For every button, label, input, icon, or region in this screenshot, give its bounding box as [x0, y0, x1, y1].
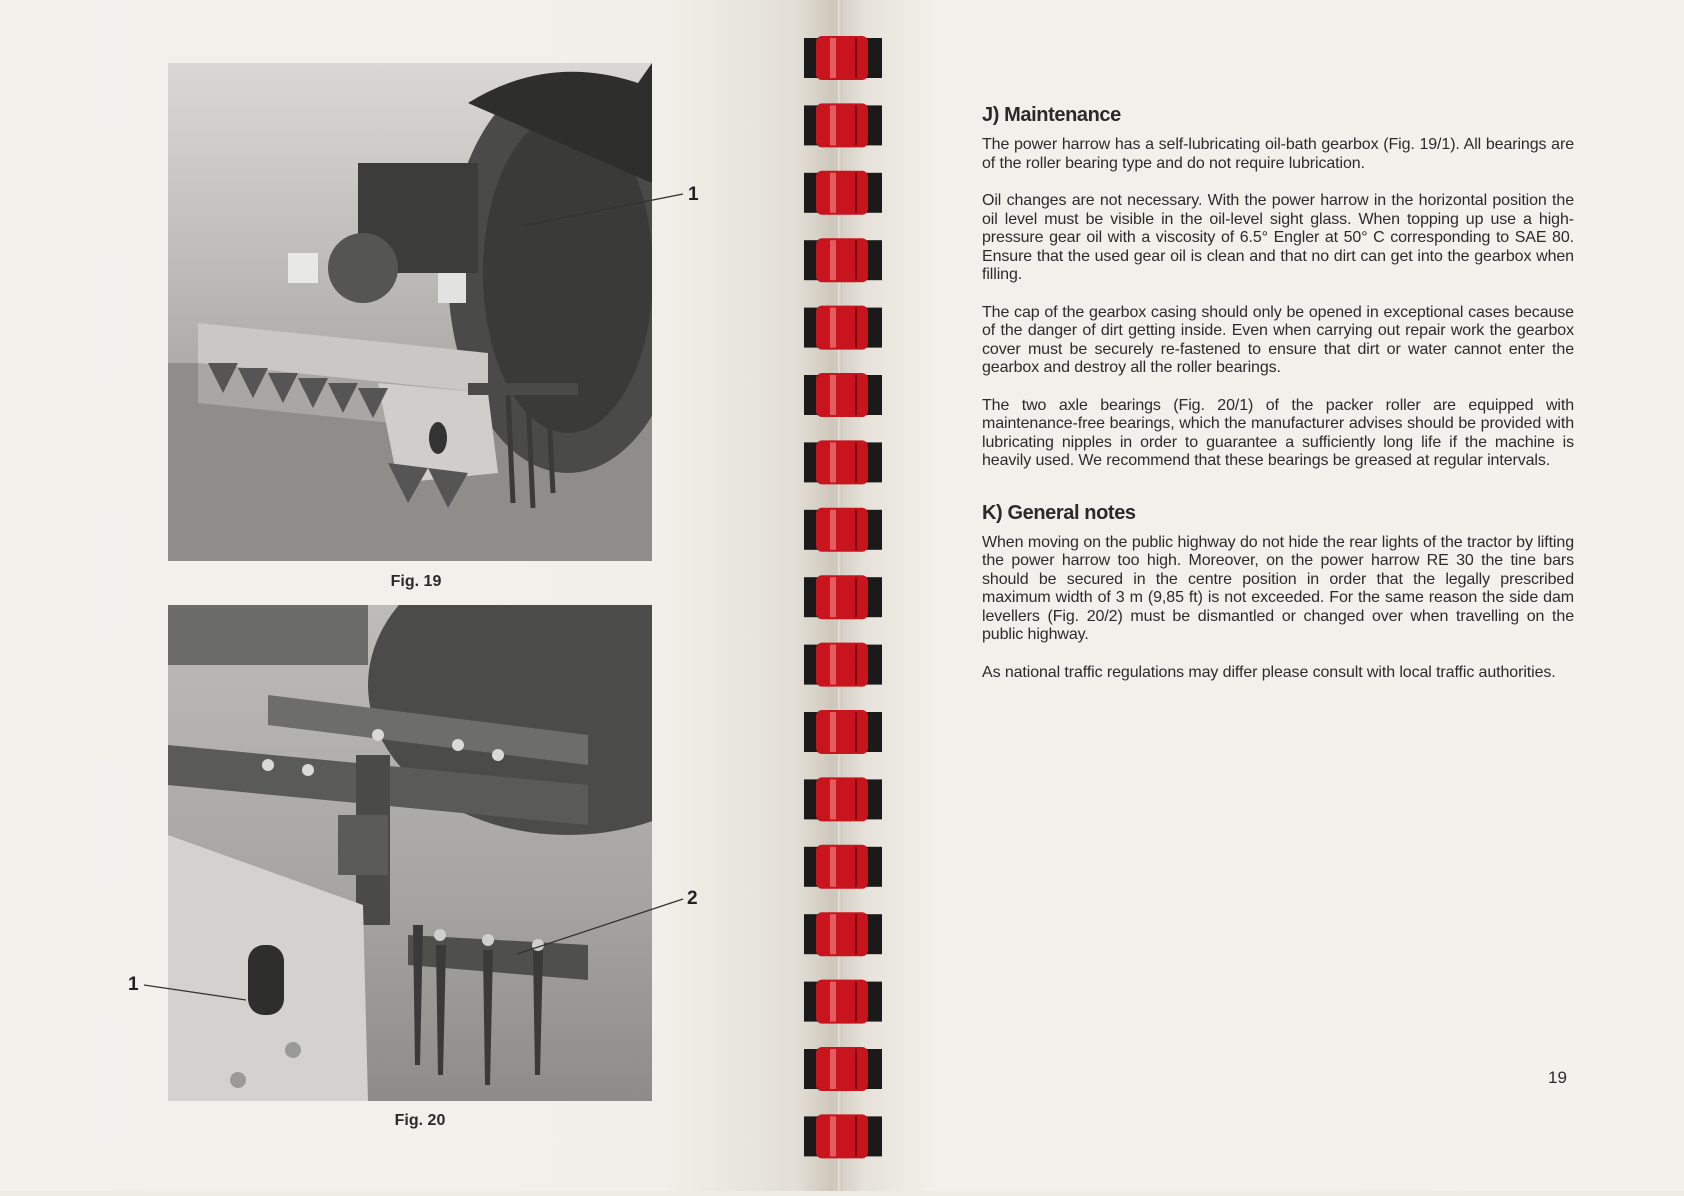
maintenance-paragraph-3: The cap of the gearbox casing should only be opened in exceptional cases because of the danger of dirt getting inside. Even when carrying out repair work the gearbox cover must be securely re-fastened to ensure that dirt or water cannot enter the gearbox and destroy all the roller bearings. — [982, 303, 1574, 376]
binding-ring — [804, 643, 882, 687]
binding-ring — [804, 171, 882, 215]
fig20-callout-2-line — [515, 896, 687, 958]
binding-ring — [804, 508, 882, 552]
page-number: 19 — [1548, 1068, 1567, 1087]
figure-19-photo — [168, 63, 652, 561]
fig20-callout-1-line — [142, 982, 250, 1004]
binding-ring — [804, 912, 882, 956]
binding-ring — [804, 1047, 882, 1091]
binding-ring — [804, 373, 882, 417]
binding-ring — [804, 980, 882, 1024]
fig19-callout-1: 1 — [688, 184, 699, 205]
fig20-callout-1: 1 — [128, 974, 139, 995]
fig19-caption: Fig. 19 — [390, 573, 442, 590]
binding-ring — [804, 440, 882, 484]
binding-ring — [804, 575, 882, 619]
binding-ring — [804, 306, 882, 350]
fig20-callout-2: 2 — [687, 888, 698, 909]
binding-ring — [804, 238, 882, 282]
fig19-callout-line — [520, 190, 690, 230]
binding-ring — [804, 710, 882, 754]
binding-ring — [804, 845, 882, 889]
binding-ring — [804, 103, 882, 147]
binding-ring — [804, 36, 882, 80]
binding-ring — [804, 1114, 882, 1158]
binding-ring — [804, 777, 882, 821]
general-notes-paragraph-2: As national traffic regulations may differ please consult with local traffic authorities. — [982, 663, 1556, 681]
maintenance-paragraph-1: The power harrow has a self-lubricating oil-bath gearbox (Fig. 19/1). All bearings are of the roller bearing type and do not require lubrication. — [982, 136, 1574, 172]
general-notes-paragraph-1: When moving on the public highway do not hide the rear lights of the tractor by lifting the power harrow too high. Moreover, on the power harrow RE 30 the tine bars should be secured in the centre position in order that the legally prescribed maximum width of 3 m (9,85 ft) is not exceeded. For the same reason the side dam levellers (Fig. 20/2) must be dismantled or changed over when travelling on the public highway. — [982, 533, 1574, 643]
harrow-tractor-photo-icon — [168, 63, 652, 561]
maintenance-paragraph-2: Oil changes are not necessary. With the power harrow in the horizontal position the oil level must be visible in the oil-level sight glass. When topping up use a high-pressure gear oil with a viscosity of 6.5° Engler at 50° C corresponding to SAE 80. Ensure that the used gear oil is clean and that no dirt can get into the gearbox when filling. — [982, 192, 1574, 283]
figure-20-photo — [168, 605, 652, 1101]
tine-bar-closeup-photo-icon — [168, 605, 652, 1101]
spiral-binding — [800, 0, 890, 1191]
binding-rings — [800, 0, 890, 1191]
right-page-content — [982, 104, 1574, 701]
maintenance-paragraph-4: The two axle bearings (Fig. 20/1) of the packer roller are equipped with maintenance-free bearings, which the manufacturer advises should be provided with lubricating nipples in order to guarantee a sufficiently long life if the machine is heavily used. We recommend that these bearings be greased at regular intervals. — [982, 396, 1574, 469]
fig20-caption: Fig. 20 — [394, 1112, 446, 1129]
section-heading-maintenance: J) Maintenance — [982, 104, 1121, 126]
section-heading-general-notes: K) General notes — [982, 501, 1136, 524]
